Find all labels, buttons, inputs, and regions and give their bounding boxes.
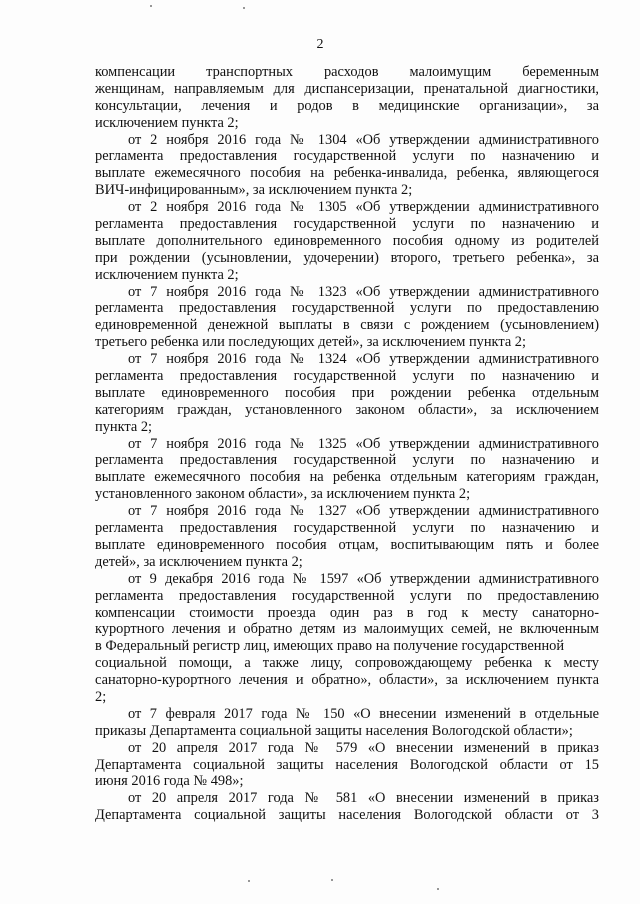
text-line: третьего ребенка или последующих детей», за исключением пункта 2; xyxy=(95,334,527,351)
text-line: исключением пункта 2; xyxy=(95,266,239,283)
text-line: от 7 ноября 2016 года № 1324 «Об утверждении административного xyxy=(128,351,599,368)
scan-speck xyxy=(331,879,333,881)
text-line: женщинам, направляемым для диспансеризации, пренатальной диагностики, xyxy=(95,80,599,97)
text-line: детей», за исключением пункта 2; xyxy=(95,553,303,570)
text-line: Департамента социальной защиты населения Вологодской области от 15 xyxy=(95,756,599,773)
text-line: категориям граждан, установленного законом области», за исключением xyxy=(95,401,599,418)
text-line: при рождении (усыновлении, удочерении) второго, третьего ребенка», за xyxy=(95,249,599,266)
text-line: компенсации транспортных расходов малоимущим беременным xyxy=(95,64,599,80)
text-line: Департамента социальной защиты населения Вологодской области от 3 xyxy=(95,807,599,824)
text-line: санаторно-курортного лечения и обратно», области», за исключением пункта xyxy=(95,672,599,689)
text-line: регламента предоставления государственной услуги по назначению и xyxy=(95,148,599,165)
text-line: от 7 февраля 2017 года № 150 «О внесении изменений в отдельные xyxy=(128,705,599,722)
text-line: от 20 апреля 2017 года № 581 «О внесении изменений в приказ xyxy=(128,790,599,807)
text-line: социальной помощи, а также лицу, сопровождающему ребенка к месту xyxy=(95,655,599,672)
scan-speck xyxy=(243,7,245,9)
text-line: компенсации стоимости проезда один раз в год к месту санаторно- xyxy=(95,604,599,621)
text-line: исключением пункта 2; xyxy=(95,114,239,131)
text-line: курортного лечения и обратно детям из малоимущих семей, не включенным xyxy=(95,621,599,638)
text-line: в Федеральный регистр лиц, имеющих право на получение государственной xyxy=(95,638,565,655)
page-number: 2 xyxy=(316,37,324,52)
text-line: регламента предоставления государственной услуги по предоставлению xyxy=(95,300,599,317)
text-line: единовременной денежной выплаты в связи с рождением (усыновлением) xyxy=(95,317,599,334)
text-line: регламента предоставления государственной услуги по назначению и xyxy=(95,520,599,537)
text-line: регламента предоставления государственной услуги по назначению и xyxy=(95,452,599,469)
text-line: выплате единовременного пособия отцам, воспитывающим пять и более xyxy=(95,536,599,553)
text-line: от 20 апреля 2017 года № 579 «О внесении изменений в приказ xyxy=(128,739,599,756)
text-line: консультации, лечения и родов в медицинские организации», за xyxy=(95,97,599,114)
text-line: от 2 ноября 2016 года № 1304 «Об утверждении административного xyxy=(128,131,599,148)
scan-speck xyxy=(437,888,439,890)
text-line: установленного законом области», за исключением пункта 2; xyxy=(95,486,471,503)
text-line: июня 2016 года № 498»; xyxy=(95,773,244,790)
text-line: выплате ежемесячного пособия на ребенка отдельным категориям граждан, xyxy=(95,469,599,486)
document-body xyxy=(95,64,599,824)
text-line: приказы Департамента социальной защиты населения Вологодской области»; xyxy=(95,722,573,739)
text-line: выплате ежемесячного пособия на ребенка-инвалида, ребенка, являющегося xyxy=(95,165,599,182)
text-line: ВИЧ-инфицированным», за исключением пункта 2; xyxy=(95,182,413,199)
scan-speck xyxy=(150,5,152,7)
text-line: выплате дополнительного единовременного пособия одному из родителей xyxy=(95,232,599,249)
text-line: от 7 ноября 2016 года № 1325 «Об утверждении административного xyxy=(128,435,599,452)
text-line: от 9 декабря 2016 года № 1597 «Об утверждении административного xyxy=(128,570,599,587)
text-line: от 2 ноября 2016 года № 1305 «Об утверждении административного xyxy=(128,199,599,216)
text-line: от 7 ноября 2016 года № 1323 «Об утверждении административного xyxy=(128,283,599,300)
text-line: регламента предоставления государственной услуги по предоставлению xyxy=(95,587,599,604)
text-line: выплате единовременного пособия при рождении ребенка отдельным xyxy=(95,384,599,401)
text-line: пункта 2; xyxy=(95,418,153,435)
scan-speck xyxy=(248,880,250,882)
text-line: регламента предоставления государственной услуги по назначению и xyxy=(95,368,599,385)
text-line: регламента предоставления государственной услуги по назначению и xyxy=(95,216,599,233)
text-line: 2; xyxy=(95,688,107,705)
text-line: от 7 ноября 2016 года № 1327 «Об утверждении административного xyxy=(128,503,599,520)
